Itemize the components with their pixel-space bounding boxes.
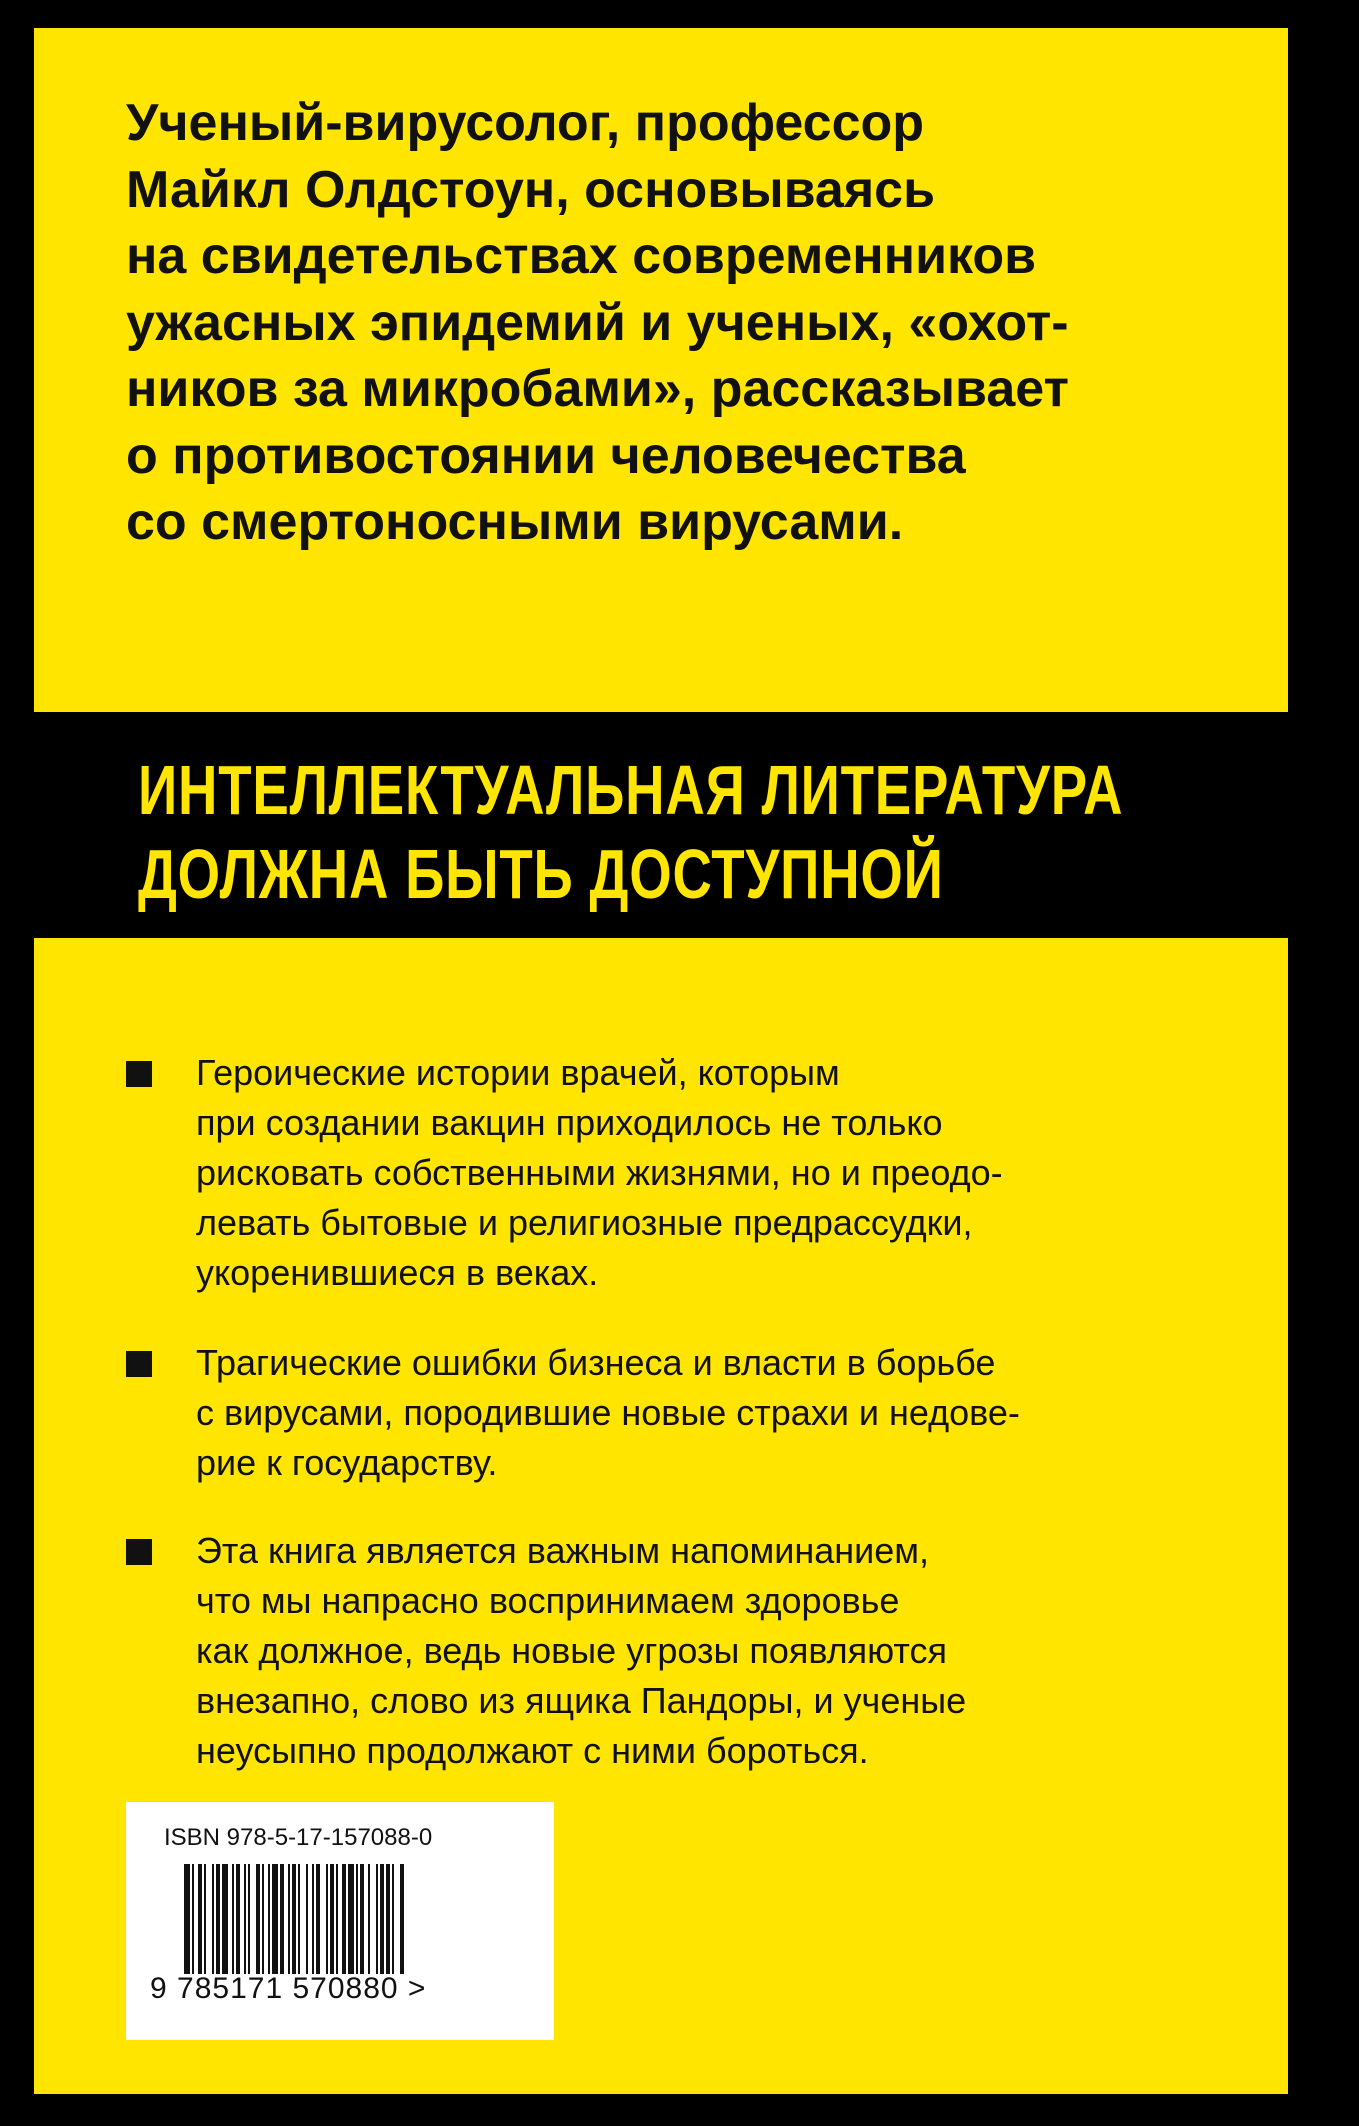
- barcode-bar: [356, 1864, 358, 1974]
- barcode-bar: [330, 1864, 334, 1974]
- barcode-bar: [256, 1864, 260, 1974]
- barcode-bar: [312, 1864, 314, 1974]
- barcode-bar: [184, 1864, 190, 1974]
- barcode-bar: [326, 1864, 328, 1974]
- barcode-bar: [192, 1864, 194, 1974]
- feature-line: при создании вакцин приходилось не только: [196, 1102, 943, 1143]
- barcode-bar: [400, 1864, 404, 1974]
- barcode-bar: [204, 1864, 206, 1974]
- barcode-bar: [336, 1864, 338, 1974]
- feature-line: внезапно, слово из ящика Пандоры, и ученые: [196, 1680, 967, 1721]
- barcode-bar: [392, 1864, 394, 1974]
- barcode-bar: [272, 1864, 278, 1974]
- barcode-bar: [342, 1864, 346, 1974]
- feature-line: рие к государству.: [196, 1442, 498, 1483]
- barcode-bar: [348, 1864, 354, 1974]
- feature-text: [196, 1048, 1256, 1298]
- barcode-bar: [298, 1864, 300, 1974]
- feature-line: укоренившиеся в веках.: [196, 1252, 599, 1293]
- barcode-bar: [360, 1864, 364, 1974]
- intro-text: [126, 90, 1246, 556]
- feature-line: Трагические ошибки бизнеса и власти в борьбе: [196, 1342, 996, 1383]
- intro-panel: [34, 28, 1288, 712]
- barcode-bar: [280, 1864, 284, 1974]
- square-bullet-icon: [126, 1351, 152, 1377]
- barcode-bar: [236, 1864, 240, 1974]
- barcode-bar: [368, 1864, 370, 1974]
- feature-line: неусыпно продолжают с ними бороться.: [196, 1730, 869, 1771]
- intro-line: ников за микробами», рассказывает: [126, 360, 1069, 418]
- barcode-bar: [198, 1864, 202, 1974]
- intro-line: со смертоносными вирусами.: [126, 493, 904, 551]
- feature-line: Героические истории врачей, которым: [196, 1052, 840, 1093]
- intro-line: о противостоянии человечества: [126, 426, 966, 485]
- barcode-bar: [380, 1864, 384, 1974]
- barcode-bar: [262, 1864, 264, 1974]
- intro-line: Майкл Олдстоун, основываясь: [126, 160, 936, 219]
- isbn-barcode: [126, 1802, 554, 2040]
- square-bullet-icon: [126, 1061, 152, 1087]
- barcode-bar: [376, 1864, 378, 1974]
- feature-line: левать бытовые и религиозные предрассудки,: [196, 1202, 973, 1243]
- feature-text: [196, 1526, 1256, 1776]
- feature-line: что мы напрасно воспринимаем здоровье: [196, 1580, 900, 1621]
- intro-line: ужасных эпидемий и ученых, «охот-: [126, 293, 1069, 352]
- barcode-bar: [248, 1864, 250, 1974]
- feature-line: с вирусами, породившие новые страхи и недове-: [196, 1392, 1020, 1433]
- intro-line: на свидетельствах современников: [126, 227, 1037, 285]
- barcode-digits: 9 785171 570880 >: [150, 1972, 427, 2005]
- barcode-bar: [316, 1864, 320, 1974]
- barcode-bar: [288, 1864, 290, 1974]
- barcode-bar: [232, 1864, 234, 1974]
- feature-line: рисковать собственными жизнями, но и преодо-: [196, 1152, 1003, 1193]
- feature-line: как должное, ведь новые угрозы появляются: [196, 1630, 947, 1671]
- square-bullet-icon: [126, 1539, 152, 1565]
- barcode-bar: [386, 1864, 390, 1974]
- slogan-line: ИНТЕЛЛЕКТУАЛЬНАЯ ЛИТЕРАТУРА: [138, 751, 1124, 829]
- intro-line: Ученый-вирусолог, профессор: [126, 94, 925, 152]
- isbn-label: ISBN 978-5-17-157088-0: [164, 1824, 433, 1851]
- slogan-band: [34, 712, 1288, 938]
- slogan-heading: [138, 748, 1123, 916]
- barcode-bar: [268, 1864, 270, 1974]
- barcode-bar: [212, 1864, 214, 1974]
- barcode-bar: [222, 1864, 228, 1974]
- feature-text: [196, 1338, 1256, 1488]
- feature-line: Эта книга является важным напоминанием,: [196, 1530, 930, 1571]
- barcode-bar: [244, 1864, 246, 1974]
- features-panel: [34, 938, 1288, 2094]
- barcode-bar: [306, 1864, 308, 1974]
- barcode-icon: [184, 1864, 484, 1974]
- barcode-bar: [216, 1864, 220, 1974]
- slogan-line: ДОЛЖНА БЫТЬ ДОСТУПНОЙ: [138, 835, 944, 913]
- barcode-bar: [292, 1864, 296, 1974]
